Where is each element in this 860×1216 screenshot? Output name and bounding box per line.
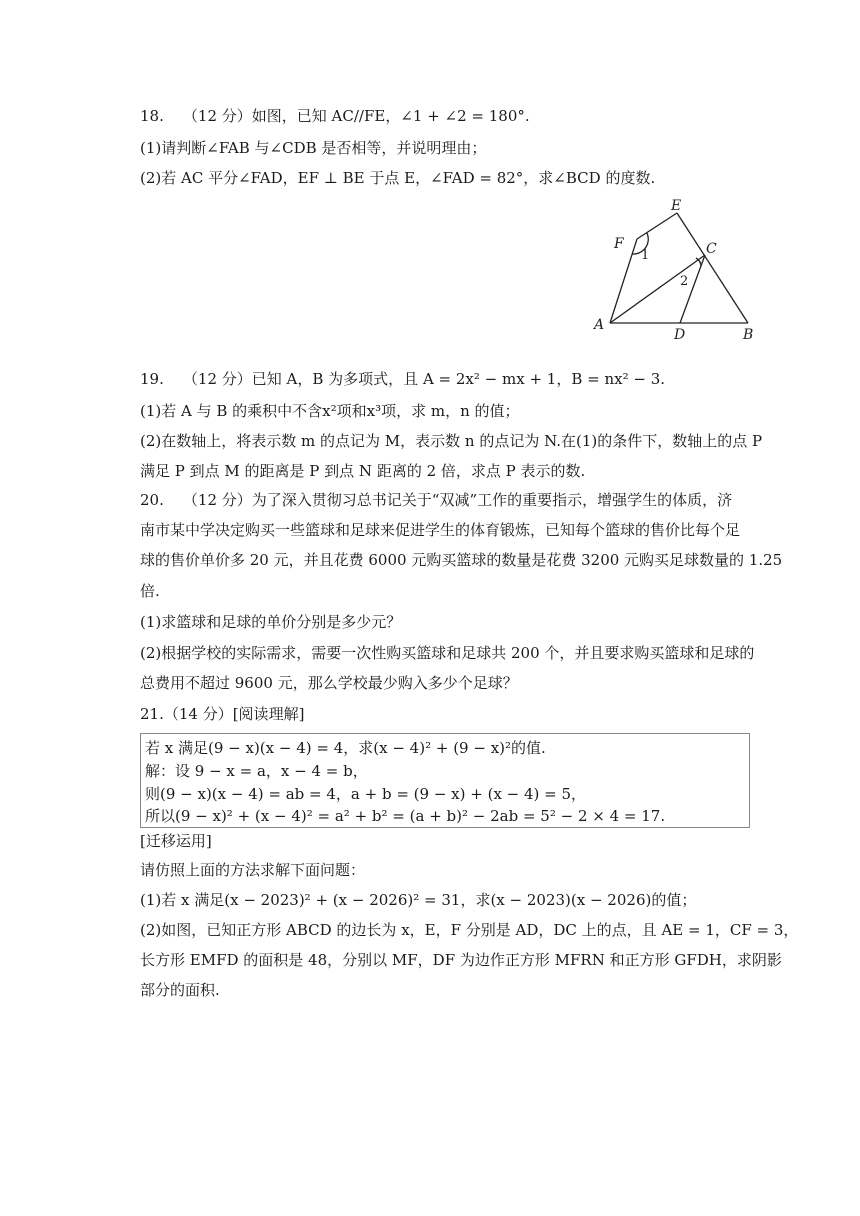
label-d: D: [674, 327, 686, 343]
label-c: C: [706, 241, 717, 257]
q18-part1: (1)请判断∠FAB 与∠CDB 是否相等，并说明理由；: [140, 139, 487, 157]
q20-stem-line3: 球的售价单价多 20 元，并且花费 6000 元购买篮球的数量是花费 3200 元购买足球数量的 1.25: [140, 551, 783, 569]
q18-header: 18. （12 分）如图，已知 AC//FE，∠1 + ∠2 = 180°.: [140, 107, 530, 125]
q21-part2-line1: (2)如图，已知正方形 ABCD 的边长为 x，E，F 分别是 AD，DC 上的点，且 AE = 1，CF = 3，: [140, 921, 799, 939]
q21-part1: (1)若 x 满足(x − 2023)² + (x − 2026)² = 31，求(x − 2023)(x − 2026)的值；: [140, 891, 697, 909]
q20-part2-line1: (2)根据学校的实际需求，需要一次性购买篮球和足球共 200 个，并且要求购买篮球和足球的: [140, 644, 755, 662]
q20-stem-line2: 南市某中学决定购买一些篮球和足球来促进学生的体育锻炼，已知每个篮球的售价比每个足: [140, 521, 741, 539]
label-angle-2: 2: [680, 274, 689, 289]
q20-part2-line2: 总费用不超过 9600 元，那么学校最少购入多少个足球？: [140, 674, 518, 692]
q19-part2-line2: 满足 P 到点 M 的距离是 P 到点 N 距离的 2 倍，求点 P 表示的数.: [140, 462, 586, 480]
example-line1: 若 x 满足(9 − x)(x − 4) = 4，求(x − 4)² + (9 − x)²的值.: [145, 739, 546, 757]
q21-header: 21.（14 分）[阅读理解]: [140, 705, 305, 723]
label-a: A: [594, 317, 605, 333]
label-angle-1: 1: [641, 248, 650, 263]
label-e: E: [671, 198, 682, 214]
angle-2-arc: [696, 258, 701, 266]
example-line3: 则(9 − x)(x − 4) = ab = 4，a + b = (9 − x) + (x − 4) = 5，: [145, 785, 587, 803]
q20-part1: (1)求篮球和足球的单价分别是多少元？: [140, 613, 402, 631]
q20-stem-line1: 20. （12 分）为了深入贯彻习总书记关于“双减”工作的重要指示，增强学生的体质，济: [140, 491, 733, 509]
q19-header: 19. （12 分）已知 A，B 为多项式，且 A = 2x² − mx + 1，B = nx² − 3.: [140, 370, 666, 388]
reading-example-box: [140, 733, 750, 828]
q19-part1: (1)若 A 与 B 的乘积中不含x²项和x³项，求 m，n 的值；: [140, 402, 520, 420]
q21-intro: 请仿照上面的方法求解下面问题：: [140, 861, 366, 879]
q20-stem-line4: 倍.: [140, 582, 160, 600]
label-b: B: [743, 327, 754, 343]
example-line2: 解：设 9 − x = a，x − 4 = b，: [145, 762, 368, 780]
q21-part2-line2: 长方形 EMFD 的面积是 48，分别以 MF，DF 为边作正方形 MFRN 和正方形 GFDH，求阴影: [140, 951, 782, 969]
segment-fe: [637, 213, 677, 239]
q21-part2-line3: 部分的面积.: [140, 981, 220, 999]
q18-figure: [585, 195, 765, 345]
label-f: F: [614, 236, 624, 252]
example-line4: 所以(9 − x)² + (x − 4)² = a² + b² = (a + b)² − 2ab = 5² − 2 × 4 = 17.: [145, 807, 666, 825]
q18-part2: (2)若 AC 平分∠FAD，EF ⊥ BE 于点 E，∠FAD = 82°，求∠BCD 的度数.: [140, 169, 656, 187]
q21-migrate-heading: [迁移运用]: [140, 832, 212, 850]
q19-part2-line1: (2)在数轴上，将表示数 m 的点记为 M，表示数 n 的点记为 N.在(1)的条件下，数轴上的点 P: [140, 432, 763, 450]
segment-ac: [610, 255, 705, 323]
